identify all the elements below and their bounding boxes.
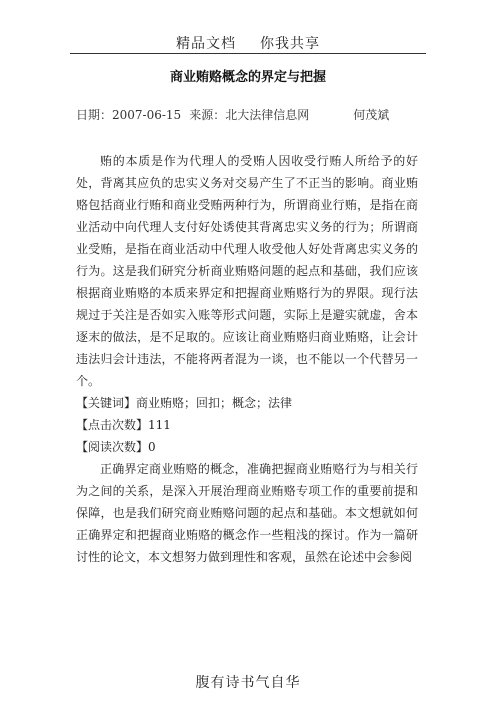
meta-author: 何茂斌 bbox=[353, 108, 390, 122]
click-count-line: 【点击次数】111 bbox=[76, 418, 171, 432]
document-title: 商业贿赂概念的界定与把握 bbox=[169, 70, 326, 85]
header-right: 你我共享 bbox=[260, 36, 320, 52]
body-paragraph: 正确界定商业贿赂的概念，准确把握商业贿赂行为与相关行为之间的关系，是深入开展治理商业贿赂专项工作的重要前提和保障，也是我们研究商业贿赂问题的起点和基础。本文想就如何正确界定和把握商业贿赂的概念作一些粗浅的探讨。作为一篇研讨性的论文，本文想努力做到理性和客观，虽然在论述中会参阅 bbox=[76, 462, 418, 564]
article-content bbox=[76, 150, 418, 568]
page-header bbox=[0, 0, 496, 54]
read-count-line: 【阅读次数】0 bbox=[76, 440, 156, 454]
keywords-line: 【关键词】商业贿赂；回扣；概念；法律 bbox=[76, 396, 293, 410]
abstract-paragraph: 贿的本质是作为代理人的受贿人因收受行贿人所给予的好处，背离其应负的忠实义务对交易产生了不正当的影响。商业贿赂包括商业行贿和商业受贿两种行为，所谓商业行贿，是指在商业活动中向代理人支付好处诱使其背离忠实义务的行为；所谓商业受贿，是指在商业活动中代理人收受他人好处背离忠实义务的行为。这是我们研究分析商业贿赂问题的起点和基础，我们应该根据商业贿赂的本质来界定和把握商业贿赂行为的界限。现行法规过于关注是否如实入账等形式问题，实际上是避实就虚，舍本逐末的做法，是不足取的。应该让商业贿赂归商业贿赂，让会计违法归会计违法，不能将两者混为一谈，也不能以一个代替另一个。 bbox=[76, 154, 418, 388]
page-footer: 腹有诗书气自华 bbox=[195, 675, 301, 691]
header-divider bbox=[70, 53, 426, 54]
meta-date: 日期：2007-06-15 bbox=[76, 108, 182, 122]
meta-source: 来源：北大法律信息网 bbox=[189, 108, 310, 122]
header-text bbox=[0, 33, 496, 53]
header-left: 精品文档 bbox=[176, 36, 236, 52]
article-meta bbox=[76, 106, 436, 123]
